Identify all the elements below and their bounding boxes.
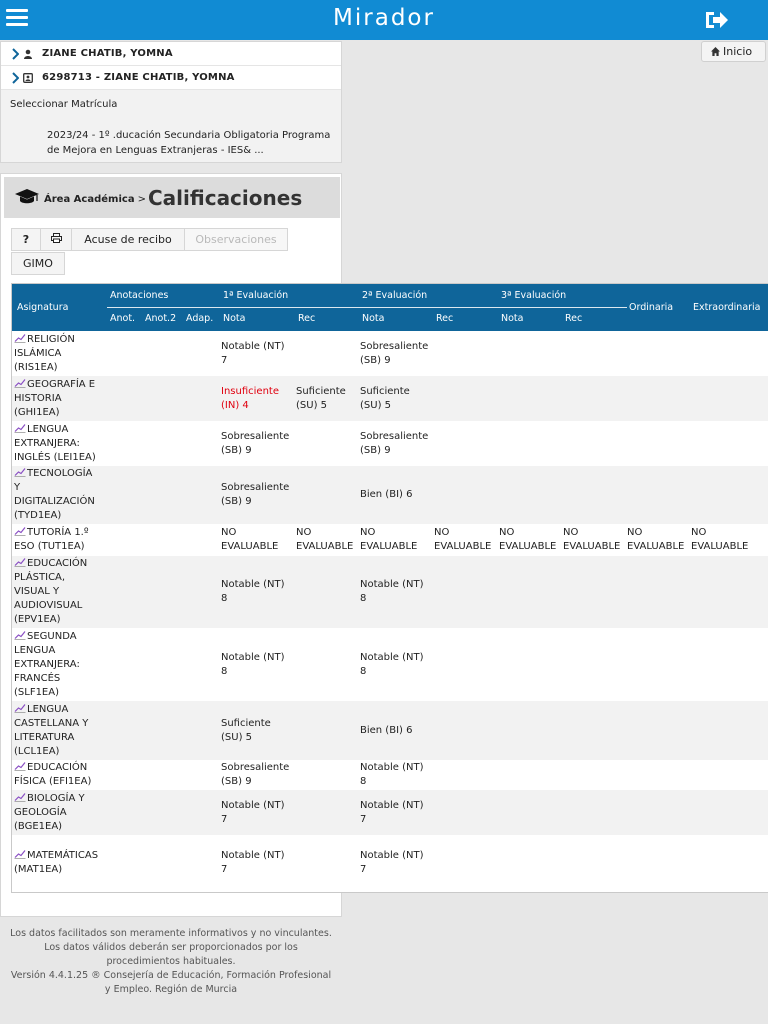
grade-cell-e1-nota: Insuficiente (IN) 4 — [221, 386, 279, 411]
enrolment-line-2: de Mejora en Lenguas Extranjeras - IES& ... — [47, 145, 264, 156]
id-card-icon — [23, 73, 33, 83]
footer — [0, 927, 342, 997]
footer-line-5: y Empleo. Región de Murcia — [104, 984, 238, 995]
col-e2-rec: Rec — [436, 313, 454, 324]
grade-cell-e1-nota: Sobresaliente (SB) 9 — [221, 431, 290, 456]
home-button[interactable] — [701, 41, 766, 62]
col-e3-rec: Rec — [565, 313, 583, 324]
acknowledge-receipt-button[interactable]: Acuse de recibo — [71, 228, 185, 251]
subject-name-line: (EPV1EA) — [14, 614, 61, 625]
chart-link-icon[interactable] — [14, 467, 26, 477]
subject-name-line: LENGUA — [14, 645, 56, 656]
subject-cell — [14, 557, 106, 627]
subject-name-line: AUDIOVISUAL — [14, 600, 83, 611]
chart-link-icon[interactable] — [14, 378, 26, 388]
grade-cell-e1-nota: Sobresaliente (SB) 9 — [221, 482, 290, 507]
col-extraordinaria: Extraordinaria — [693, 302, 761, 313]
chart-link-icon[interactable] — [14, 703, 26, 713]
col-e1-rec: Rec — [298, 313, 316, 324]
subject-cell — [14, 703, 106, 759]
gimo-button[interactable]: GIMO — [11, 252, 65, 275]
grade-cell-e1-nota: Notable (NT) 8 — [221, 652, 285, 677]
grade-cell-e2-nota: Notable (NT) 8 — [360, 762, 424, 787]
subject-name-line: EDUCACIÓN — [27, 558, 88, 569]
grade-cell-e2-nota: Bien (BI) 6 — [360, 489, 413, 500]
enrolment-option[interactable] — [47, 128, 341, 158]
enrolment-id-selector[interactable] — [1, 66, 341, 90]
page-title: Calificaciones — [148, 186, 303, 210]
grade-cell-e2-nota: Notable (NT) 8 — [360, 579, 424, 604]
grade-cell-e1-nota: Notable (NT) 7 — [221, 850, 285, 875]
table-row — [12, 628, 768, 701]
subject-name-line: (LCL1EA) — [14, 746, 60, 757]
col-ordinaria: Ordinaria — [629, 302, 674, 313]
col-anot2: Anot.2 — [145, 313, 177, 324]
subject-cell — [14, 849, 106, 877]
footer-line-3: procedimientos habituales. — [106, 956, 236, 967]
chevron-right-icon — [12, 72, 19, 84]
subject-name-line: EDUCACIÓN — [27, 762, 88, 773]
subject-name-line: Y — [14, 482, 21, 493]
subject-name-line: (SLF1EA) — [14, 687, 59, 698]
col-eval1: 1ª Evaluación — [223, 290, 289, 301]
table-row — [12, 331, 768, 376]
subject-name-line: FRANCÉS — [14, 673, 61, 684]
col-eval2: 2ª Evaluación — [362, 290, 428, 301]
grades-table — [11, 283, 768, 893]
col-e1-nota: Nota — [223, 313, 246, 324]
subject-name-line: GEOGRAFÍA E — [27, 379, 96, 390]
grade-cell-e1-nota: NO EVALUABLE — [221, 527, 279, 552]
grade-cell-e1-rec: NO EVALUABLE — [296, 527, 354, 552]
chart-link-icon[interactable] — [14, 423, 26, 433]
home-icon — [711, 47, 720, 56]
breadcrumb-separator: > — [137, 194, 146, 205]
col-e3-nota: Nota — [501, 313, 524, 324]
grade-cell-ext: NO EVALUABLE — [691, 527, 749, 552]
enrolment-line-1: 2023/24 - 1º .ducación Secundaria Obligatoria Programa — [47, 130, 331, 141]
col-asignatura[interactable]: Asignatura — [17, 302, 69, 313]
header-divider — [107, 307, 627, 308]
subject-name-line: TUTORÍA 1.º — [27, 527, 89, 538]
grade-cell-e1-nota: Notable (NT) 8 — [221, 579, 285, 604]
subject-name-line: GEOLOGÍA — [14, 807, 67, 818]
chart-link-icon[interactable] — [14, 849, 26, 859]
select-enrolment-label: Seleccionar Matrícula — [10, 99, 118, 110]
grade-cell-ord: NO EVALUABLE — [627, 527, 685, 552]
subject-name-line: FÍSICA (EFI1EA) — [14, 776, 92, 787]
grade-cell-e1-nota: Notable (NT) 7 — [221, 341, 285, 366]
col-anot: Anot. — [110, 313, 136, 324]
subject-name-line: DIGITALIZACIÓN — [14, 496, 95, 507]
grade-cell-e1-nota: Notable (NT) 7 — [221, 800, 285, 825]
app-title: Mirador — [333, 5, 435, 31]
section-header — [4, 177, 340, 218]
table-row — [12, 421, 768, 466]
grade-cell-e1-nota: Sobresaliente (SB) 9 — [221, 762, 290, 787]
chart-link-icon[interactable] — [14, 557, 26, 567]
grade-cell-e2-nota: Bien (BI) 6 — [360, 725, 413, 736]
subject-name-line: EXTRANJERA: — [14, 438, 80, 449]
breadcrumb-area[interactable]: Área Académica — [44, 194, 135, 205]
col-anotaciones: Anotaciones — [110, 290, 169, 301]
grade-cell-e2-nota: NO EVALUABLE — [360, 527, 418, 552]
footer-line-2: Los datos válidos deberán ser proporcionados por los — [44, 942, 298, 953]
table-header — [12, 284, 768, 331]
grade-cell-e2-nota: Notable (NT) 7 — [360, 850, 424, 875]
col-adap: Adap. — [186, 313, 214, 324]
col-e2-nota: Nota — [362, 313, 385, 324]
chart-link-icon[interactable] — [14, 761, 26, 771]
table-row — [12, 524, 768, 556]
subject-cell — [14, 630, 106, 700]
chart-link-icon[interactable] — [14, 792, 26, 802]
subject-cell — [14, 378, 106, 420]
grade-cell-e3-nota: NO EVALUABLE — [499, 527, 557, 552]
subject-name-line: ISLÁMICA — [14, 348, 62, 359]
observations-button[interactable]: Observaciones — [184, 228, 288, 251]
student-name: ZIANE CHATIB, YOMNA — [42, 48, 173, 59]
subject-cell — [14, 526, 106, 554]
print-button[interactable] — [40, 228, 72, 251]
student-selector[interactable] — [1, 42, 341, 66]
subject-cell — [14, 792, 106, 834]
subject-name-line: RELIGIÓN — [27, 334, 75, 345]
subject-name-line: ESO (TUT1EA) — [14, 541, 85, 552]
subject-name-line: LENGUA — [27, 704, 69, 715]
chart-link-icon[interactable] — [14, 630, 26, 640]
grade-cell-e3-rec: NO EVALUABLE — [563, 527, 621, 552]
subject-name-line: BIOLOGÍA Y — [27, 793, 85, 804]
subject-cell — [14, 333, 106, 375]
grade-cell-e2-nota: Sobresaliente (SB) 9 — [360, 431, 429, 456]
subject-name-line: (GHI1EA) — [14, 407, 60, 418]
subject-cell — [14, 467, 106, 523]
top-bar — [0, 0, 768, 40]
grade-cell-e2-nota: Notable (NT) 8 — [360, 652, 424, 677]
subject-name-line: MATEMÁTICAS — [27, 850, 99, 861]
subject-name-line: LITERATURA — [14, 732, 75, 743]
table-row — [12, 376, 768, 421]
chart-link-icon[interactable] — [14, 526, 26, 536]
logout-icon[interactable] — [704, 9, 728, 31]
footer-line-1: Los datos facilitados son meramente informativos y no vinculantes. — [10, 928, 332, 939]
student-panel — [0, 41, 342, 163]
subject-name-line: (MAT1EA) — [14, 864, 63, 875]
grade-cell-e1-rec: Suficiente (SU) 5 — [296, 386, 346, 411]
subject-cell — [14, 423, 106, 465]
table-row — [12, 790, 768, 835]
grade-cell-e1-nota: Suficiente (SU) 5 — [221, 718, 271, 743]
footer-line-4: Versión 4.4.1.25 ® Consejería de Educación, Formación Profesional — [10, 970, 332, 981]
print-icon — [51, 233, 62, 243]
grade-cell-e2-nota: Notable (NT) 7 — [360, 800, 424, 825]
user-icon — [23, 49, 33, 59]
table-row — [12, 466, 768, 524]
graduation-cap-icon — [14, 188, 40, 206]
subject-name-line: VISUAL Y — [14, 586, 60, 597]
subject-cell — [14, 761, 106, 789]
chevron-right-icon — [12, 48, 19, 60]
subject-name-line: SEGUNDA — [27, 631, 77, 642]
breadcrumb — [44, 194, 146, 205]
help-button[interactable]: ? — [11, 228, 41, 251]
subject-name-line: CASTELLANA Y — [14, 718, 89, 729]
table-row — [12, 835, 768, 891]
table-row — [12, 701, 768, 760]
subject-name-line: LENGUA — [27, 424, 69, 435]
col-eval3: 3ª Evaluación — [501, 290, 567, 301]
table-row — [12, 556, 768, 628]
subject-name-line: PLÁSTICA, — [14, 572, 66, 583]
subject-name-line: (TYD1EA) — [14, 510, 62, 521]
home-button-label: Inicio — [723, 45, 753, 58]
subject-name-line: TECNOLOGÍA — [27, 468, 93, 479]
subject-name-line: (BGE1EA) — [14, 821, 63, 832]
grade-cell-e2-rec: NO EVALUABLE — [434, 527, 492, 552]
enrolment-id-name: 6298713 - ZIANE CHATIB, YOMNA — [42, 72, 235, 83]
table-row — [12, 760, 768, 790]
grade-cell-e2-nota: Sobresaliente (SB) 9 — [360, 341, 429, 366]
grade-cell-e2-nota: Suficiente (SU) 5 — [360, 386, 410, 411]
subject-name-line: HISTORIA — [14, 393, 62, 404]
subject-name-line: INGLÉS (LEI1EA) — [14, 452, 96, 463]
subject-name-line: (RIS1EA) — [14, 362, 58, 373]
subject-name-line: EXTRANJERA: — [14, 659, 80, 670]
chart-link-icon[interactable] — [14, 333, 26, 343]
